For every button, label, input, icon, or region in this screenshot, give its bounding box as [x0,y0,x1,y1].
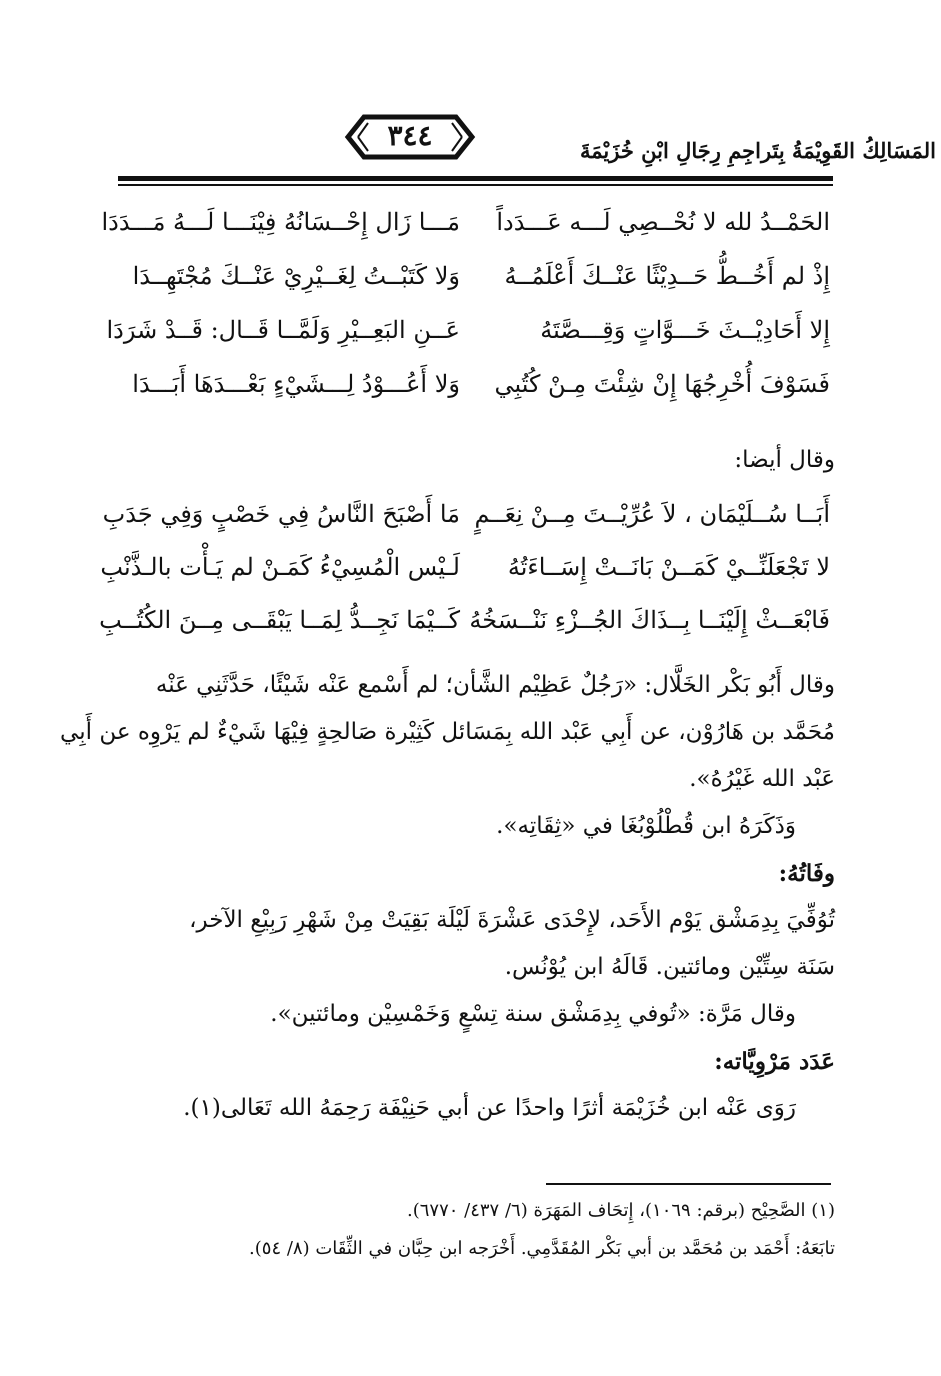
poem2-verse3-second-half: كَــيْمَا نَجِــدُّ لِمَــا يَبْقَــى مِــنَ الكُتُــبِ [99,606,460,634]
paragraph-line: تُوُفِّيَ بِدِمَشْق يَوْم الأَحَد، لإِحْدَى عَشْرَةَ لَيْلَة بَقِيَتْ مِنْ شَهْرِ رَبِيْعِ الآخر، [189,907,835,933]
footnote-1: (١) الصَّحِيْح (برقم: ١٠٦٩)، إِتحَاف المَهَرَة (٦/ ٤٣٧/ ٦٧٧٠). [407,1200,835,1221]
paragraph-line: وقال أَبُو بَكْر الخَلَّال: «رَجُلٌ عَظِيْم الشَّأن؛ لم أَسْمع عَنْه شَيْئًا، حَدَّثَنِي عَنْه [155,672,835,698]
poem1-verse2-first-half: إِذْ لم أَخُــطُّ حَــدِيْثًا عَنْــكَ أَعْلَمُــهُ [504,262,830,290]
poem2-intro: وقال أيضا: [734,447,835,473]
poem1-verse3-first-half: إِلا أَحَادِيْــثَ خَـــوَّاتٍ وَقِـــصَّتَهُ [540,316,830,344]
paragraph-line: سَنَة سِتِّيْن ومائتين. قَالَهُ ابن يُوْنُس. [504,954,835,980]
header-rule-thick [118,176,833,181]
paragraph-line: وَذَكَرَهُ ابن قُطْلُوْبُغَا في «ثِقَاتِه». [496,813,796,839]
poem1-verse3-second-half: عَــنِ البَعِــيْرِ وَلَمَّــا قَــال: قَــدْ شَرَدَا [106,316,460,344]
section-heading-death: وفَاتُهُ: [778,860,835,887]
poem2-verse2-second-half: لَـيْس الْمُسِيْءُ كَمَـنْ لم يَـأْت بالـذَّنْبِ [100,553,460,581]
poem2-verse3-first-half: فَابْعَــثْ إِلَيْنَــا بِــذَاكَ الجُــزْءِ نَنْــسَخُهُ [469,606,830,634]
footnote-2: تابَعَهُ: أَحْمَد بن مُحَمَّد بن أبي بَكْر المُقَدَّمِي. أَخْرَجه ابن حِبَّان في الثِّقَات (٨/ ٥٤). [249,1238,835,1259]
page-number: ٣٤٤ [387,119,433,152]
paragraph-line: مُحَمَّد بن هَارُوْن، عن أَبِي عَبْد الله بِمَسَائل كَثِيْرة صَالحِةٍ فِيْهَا شَيْءٌ لم يَرْوِه عن أَبِي [60,719,835,745]
paragraph-line: عَبْد الله غَيْرُهُ». [689,766,835,792]
paragraph-line: رَوَى عَنْه ابن خُزَيْمَة أثرًا واحدًا عن أبي حَنِيْفَة رَحِمَهُ الله تَعَالى(١). [183,1095,796,1121]
header-rule-thin [118,184,833,186]
running-head-title: المَسَالِكُ القَوِيْمَةُ بِتَراجِمِ رِجَالِ ابْنِ خُزَيْمَةَ [580,138,936,163]
footnote-rule [546,1183,831,1185]
page-number-frame [340,105,480,169]
poem1-verse4-first-half: فَسَوْفَ أُخْرِجُهَا إِنْ شِئْتَ مِـنْ كُتُبِي [494,370,830,398]
paragraph-line: وقال مَرَّة: «تُوفي بِدِمَشْق سنة تِسْعٍ وَخَمْسِيْن ومائتين». [270,1001,796,1027]
poem1-verse1-second-half: مَـــا زَال إِحْــسَانُهُ فِيْنَـــا لَـــهُ مَـــدَدَا [101,208,460,236]
poem2-verse1-second-half: مَا أَصْبَحَ النَّاسُ فِي خَصْبٍ وَفِي جَدَبِ [102,500,460,528]
poem2-verse1-first-half: أَبَــا سُــلَيْمَان ، لاَ عُرِّيْــتَ مِــنْ نِعَــمٍ [474,500,830,528]
section-heading-narrations: عَدَد مَرْوِيَّاته: [714,1048,835,1075]
poem2-verse2-first-half: لا تَجْعَلَنِّــيْ كَمَــنْ بَانَــتْ إِسَــاءَتُهُ [507,553,830,581]
poem1-verse2-second-half: وَلا كَتَبْــتُ لِغَــيْرِيْ عَنْــكَ مُجْتَهِــدَا [132,262,460,290]
poem1-verse4-second-half: وَلا أَعُـــوْدُ لِـــشَيْءٍ بَعْـــدَهَا أَبَـــدَا [132,370,460,398]
poem1-verse1-first-half: الحَمْــدُ لله لا نُحْــصِي لَـــه عَـــدَداً [496,208,830,236]
